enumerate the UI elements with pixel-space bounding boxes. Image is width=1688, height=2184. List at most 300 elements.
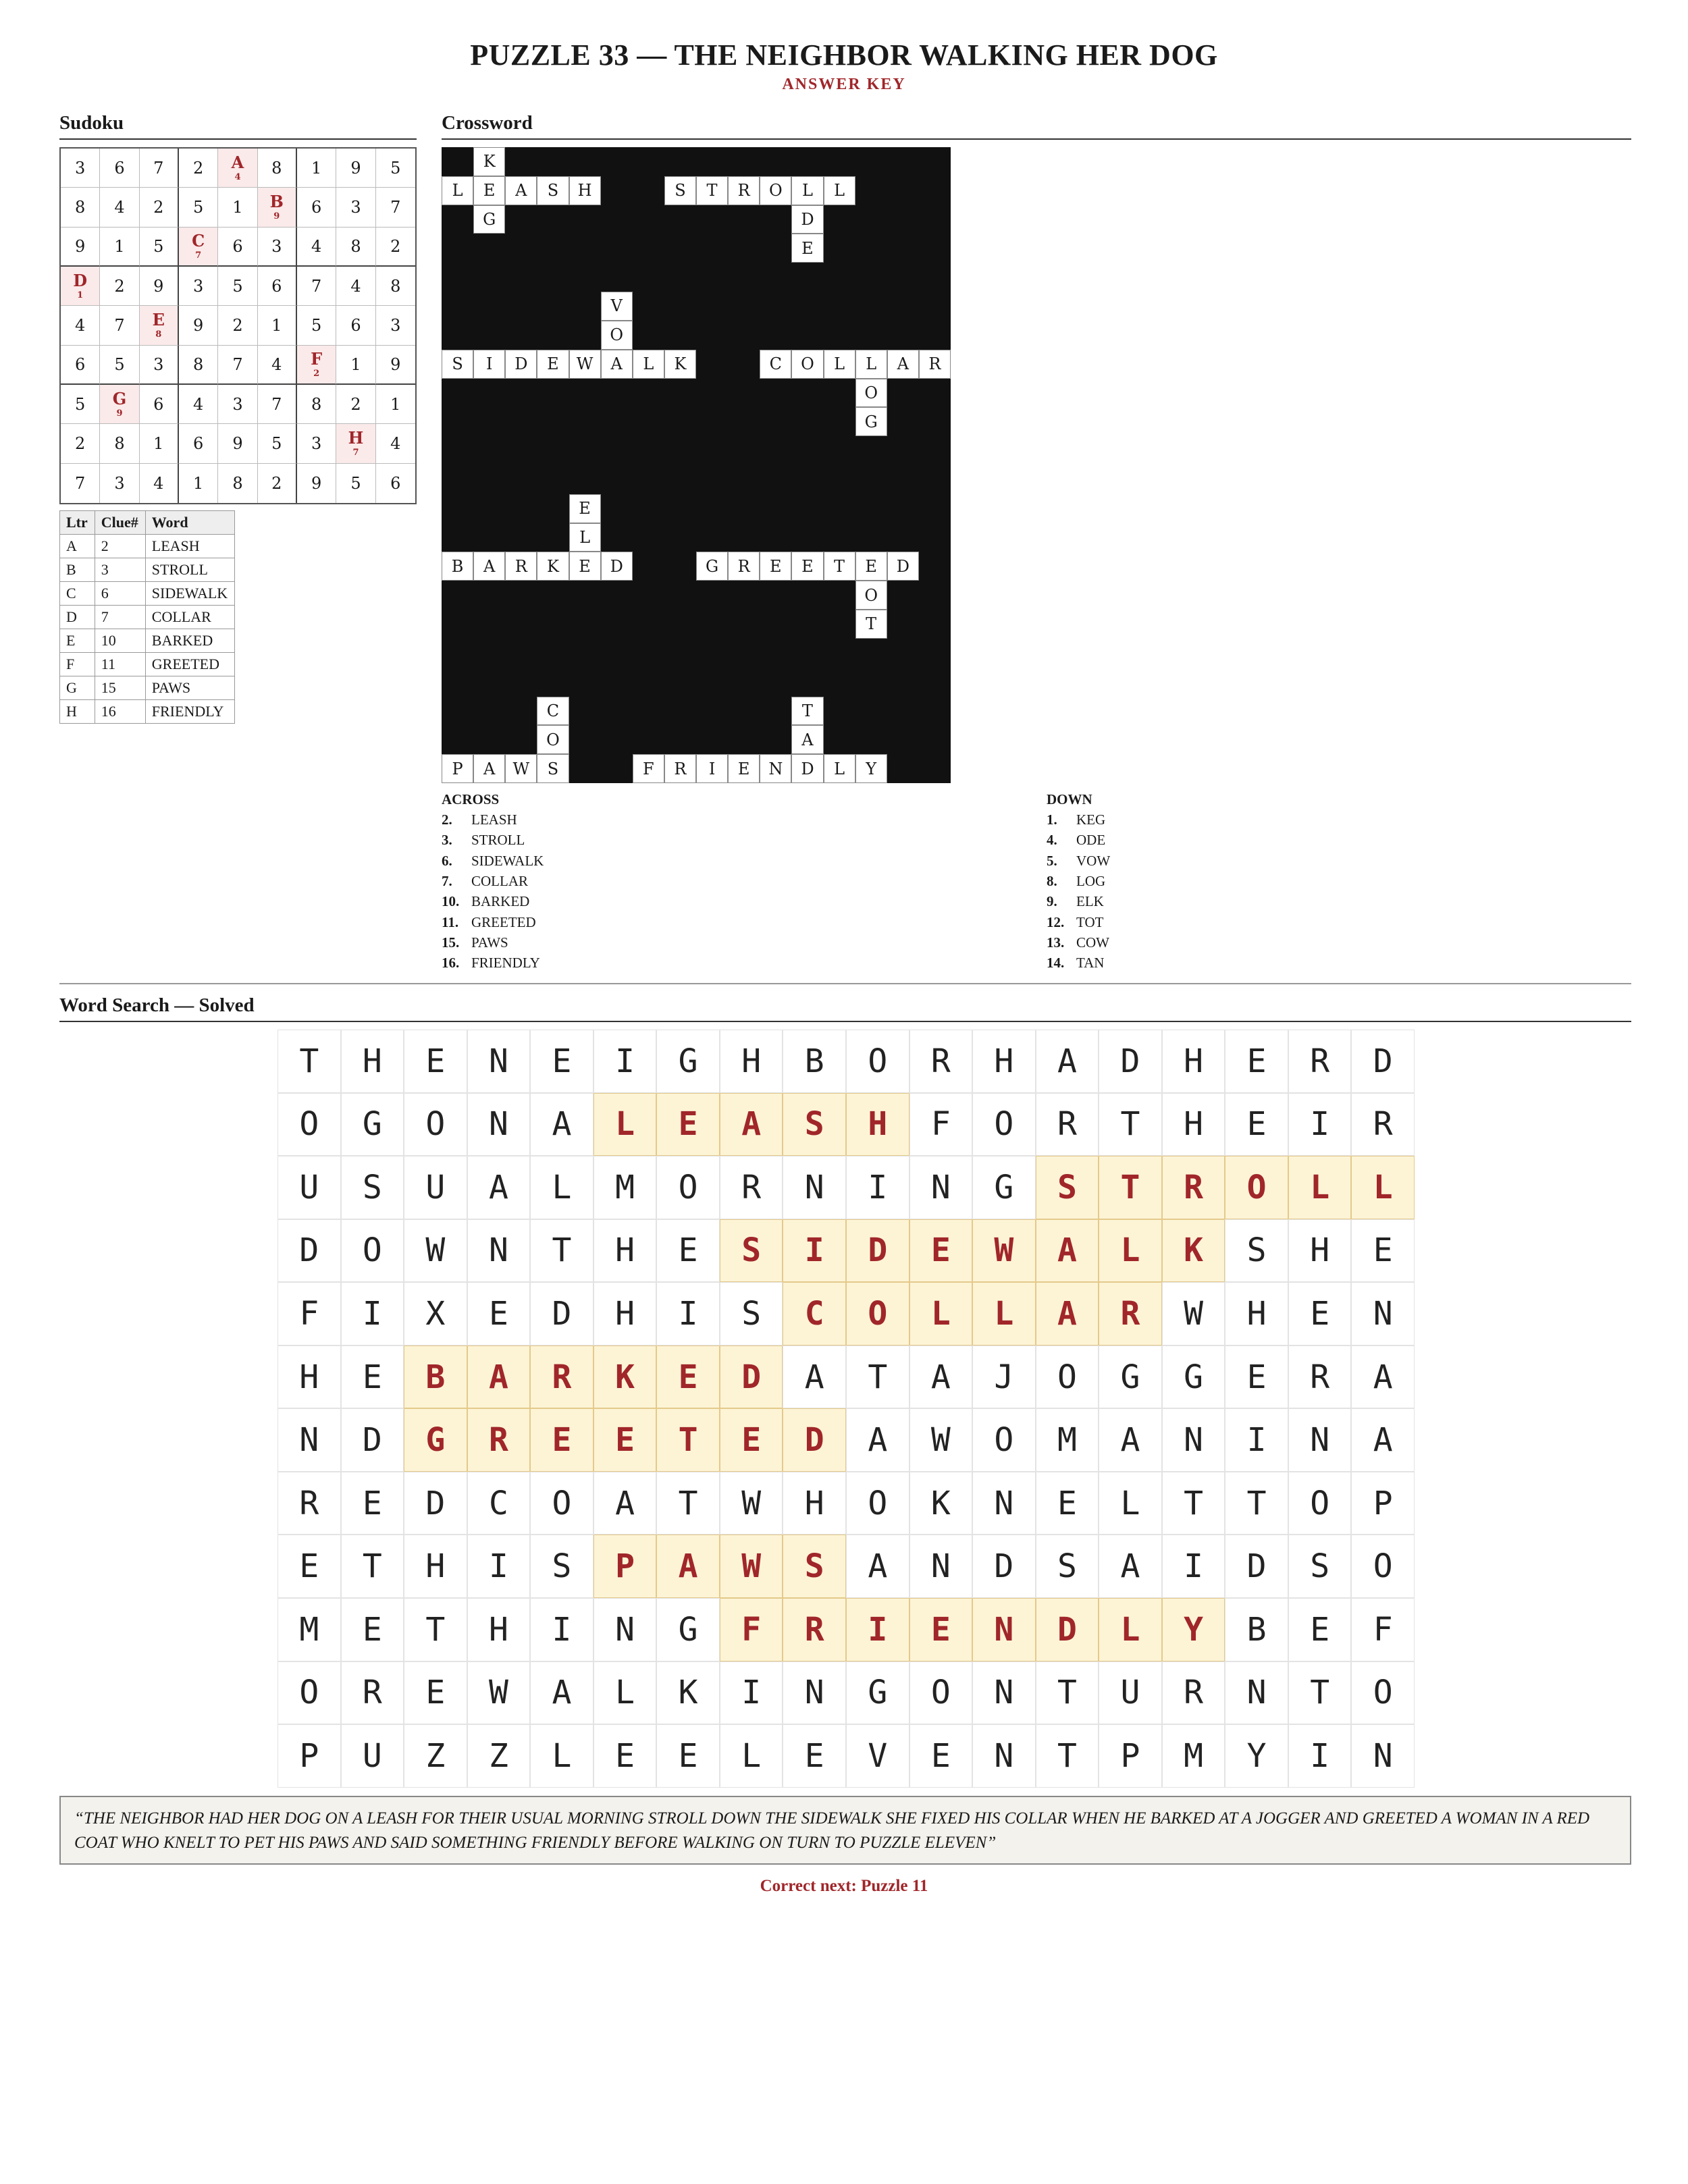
wordsearch-found-cell: E [909, 1219, 973, 1283]
crossword-rule [442, 138, 1631, 140]
sudoku-cell: 1 [140, 424, 179, 463]
wordsearch-cell: K [656, 1661, 720, 1725]
sudoku-cell: 4 [61, 306, 100, 345]
wordsearch-cell: Z [404, 1724, 467, 1788]
sudoku-cell: 8 [218, 464, 257, 503]
wordsearch-cell: R [341, 1661, 404, 1725]
wordsearch-cell: H [278, 1346, 341, 1409]
key-word: PAWS [145, 676, 234, 700]
wordsearch-cell: P [278, 1724, 341, 1788]
sudoku-cell: 9 [297, 464, 336, 503]
sudoku-cell-letter: D [73, 270, 88, 290]
sudoku-cell: 3 [61, 149, 100, 188]
sudoku-cell: 7 [258, 385, 297, 424]
sudoku-cell: 7 [218, 346, 257, 385]
across-clue [442, 853, 544, 870]
crossword-cell: B [442, 552, 473, 581]
wordsearch-cell: D [530, 1282, 594, 1346]
clue-number: 1. [1047, 811, 1057, 828]
wordsearch-cell: N [783, 1661, 846, 1725]
sudoku-cell: 6 [336, 306, 375, 345]
sudoku-cell: 4 [100, 188, 139, 227]
key-clue: 10 [95, 629, 145, 653]
crossword-cell: D [505, 350, 537, 379]
sudoku-cell: 8 [376, 267, 415, 306]
wordsearch-cell: D [278, 1219, 341, 1283]
wordsearch-cell: E [656, 1724, 720, 1788]
wordsearch-cell: E [1225, 1346, 1288, 1409]
wordsearch-cell: A [846, 1535, 909, 1598]
key-header-letter: Ltr [60, 511, 95, 535]
wordsearch-cell: F [278, 1282, 341, 1346]
clue-answer: COLLAR [471, 872, 528, 889]
crossword-cell: A [505, 176, 537, 205]
wordsearch-cell: N [1351, 1282, 1415, 1346]
sudoku-cell: 6 [258, 267, 297, 306]
wordsearch-cell: S [1288, 1535, 1352, 1598]
wordsearch-found-cell: K [1162, 1219, 1225, 1283]
key-clue: 16 [95, 700, 145, 724]
clue-number: 3. [442, 832, 452, 849]
key-letter: H [60, 700, 95, 724]
wordsearch-cell: T [1225, 1472, 1288, 1535]
wordsearch-cell: O [1288, 1472, 1352, 1535]
crossword-cell: E [791, 234, 823, 263]
sudoku-cell: 2 [258, 464, 297, 503]
sudoku-cell: 5 [179, 188, 218, 227]
wordsearch-cell: T [1288, 1661, 1352, 1725]
crossword-cell: L [824, 754, 855, 783]
sudoku-cell: 9 [218, 424, 257, 463]
wordsearch-found-cell: Y [1162, 1598, 1225, 1661]
wordsearch-cell: E [404, 1030, 467, 1093]
sudoku-cell: 6 [100, 149, 139, 188]
down-heading: DOWN [1047, 791, 1092, 807]
clue-number: 16. [442, 955, 460, 971]
wordsearch-cell: N [467, 1093, 531, 1156]
crossword-cell: V [601, 292, 633, 321]
wordsearch-found-cell: A [656, 1535, 720, 1598]
crossword-cell: T [696, 176, 728, 205]
wordsearch-cell: T [1099, 1093, 1162, 1156]
wordsearch-heading: Word Search — Solved [59, 994, 255, 1016]
sudoku-cell: 4 [179, 385, 218, 424]
wordsearch-cell: N [594, 1598, 657, 1661]
clue-number: 13. [1047, 934, 1065, 951]
wordsearch-found-cell: E [530, 1408, 594, 1472]
across-heading: ACROSS [442, 791, 500, 807]
wordsearch-cell: A [1036, 1030, 1099, 1093]
wordsearch-found-cell: F [720, 1598, 783, 1661]
key-row [60, 558, 235, 582]
wordsearch-cell: S [1225, 1219, 1288, 1283]
wordsearch-cell: L [594, 1661, 657, 1725]
wordsearch-cell: N [909, 1535, 973, 1598]
key-letter: F [60, 653, 95, 676]
sudoku-rule [59, 138, 417, 140]
wordsearch-cell: L [720, 1724, 783, 1788]
sudoku-cell: 5 [336, 464, 375, 503]
crossword-cell: A [473, 552, 505, 581]
clue-answer: STROLL [471, 832, 525, 849]
clue-number: 10. [442, 893, 460, 910]
sudoku-heading: Sudoku [59, 112, 124, 134]
sudoku-cell-letter: H [348, 427, 364, 448]
wordsearch-found-cell: E [720, 1408, 783, 1472]
wordsearch-found-cell: E [594, 1408, 657, 1472]
wordsearch-cell: R [1162, 1661, 1225, 1725]
sudoku-cell: 8 [336, 228, 375, 267]
down-clue [1047, 853, 1110, 870]
sudoku-cell: 9 [336, 149, 375, 188]
wordsearch-cell: S [1036, 1535, 1099, 1598]
crossword-cell: A [887, 350, 919, 379]
wordsearch-cell: E [1225, 1093, 1288, 1156]
key-word: SIDEWALK [145, 582, 234, 606]
sudoku-letter-cell [100, 385, 139, 424]
wordsearch-found-cell: I [783, 1219, 846, 1283]
wordsearch-cell: I [720, 1661, 783, 1725]
wordsearch-cell: D [404, 1472, 467, 1535]
sudoku-cell-digit: 2 [313, 368, 320, 379]
wordsearch-found-cell: P [594, 1535, 657, 1598]
wordsearch-cell: M [1162, 1724, 1225, 1788]
wordsearch-cell: A [594, 1472, 657, 1535]
wordsearch-cell: A [783, 1346, 846, 1409]
wordsearch-cell: D [341, 1408, 404, 1472]
sudoku-cell: 5 [376, 149, 415, 188]
wordsearch-cell: H [720, 1030, 783, 1093]
key-clue: 7 [95, 606, 145, 629]
crossword-cell: D [887, 552, 919, 581]
wordsearch-cell: H [1162, 1030, 1225, 1093]
crossword-cell: K [473, 147, 505, 176]
wordsearch-found-cell: I [846, 1598, 909, 1661]
wordsearch-cell: A [467, 1156, 531, 1219]
sudoku-cell: 7 [140, 149, 179, 188]
key-clue: 3 [95, 558, 145, 582]
wordsearch-found-cell: R [530, 1346, 594, 1409]
crossword-cell: L [791, 176, 823, 205]
wordsearch-cell: R [1036, 1093, 1099, 1156]
wordsearch-cell: M [1036, 1408, 1099, 1472]
clue-answer: COW [1076, 934, 1109, 951]
wordsearch-found-cell: L [909, 1282, 973, 1346]
wordsearch-cell: N [467, 1030, 531, 1093]
clue-answer: LOG [1076, 872, 1106, 889]
wordsearch-cell: O [656, 1156, 720, 1219]
wordsearch-cell: R [278, 1472, 341, 1535]
wordsearch-found-cell: L [1099, 1219, 1162, 1283]
key-clue: 6 [95, 582, 145, 606]
wordsearch-cell: T [656, 1472, 720, 1535]
wordsearch-cell: J [972, 1346, 1036, 1409]
crossword-cell: E [569, 552, 601, 581]
clue-number: 11. [442, 913, 459, 930]
crossword-cell: S [537, 176, 569, 205]
wordsearch-cell: K [909, 1472, 973, 1535]
wordsearch-cell: M [594, 1156, 657, 1219]
wordsearch-cell: I [341, 1282, 404, 1346]
wordsearch-cell: P [1351, 1472, 1415, 1535]
sudoku-cell: 9 [376, 346, 415, 385]
sudoku-cell: 2 [61, 424, 100, 463]
crossword-cell: G [855, 407, 887, 436]
clue-number: 8. [1047, 872, 1057, 889]
wordsearch-cell: T [1162, 1472, 1225, 1535]
wordsearch-cell: I [1162, 1535, 1225, 1598]
crossword-cell: S [537, 754, 569, 783]
wordsearch-cell: N [1351, 1724, 1415, 1788]
sudoku-cell: 6 [179, 424, 218, 463]
wordsearch-cell: B [783, 1030, 846, 1093]
sudoku-cell: 9 [140, 267, 179, 306]
wordsearch-cell: V [846, 1724, 909, 1788]
clue-answer: TOT [1076, 913, 1104, 930]
sudoku-cell-digit: 8 [155, 329, 162, 340]
letter-key-table [59, 510, 235, 724]
sudoku-cell: 1 [258, 306, 297, 345]
wordsearch-found-cell: C [783, 1282, 846, 1346]
wordsearch-found-cell: R [1099, 1282, 1162, 1346]
sudoku-cell: 7 [376, 188, 415, 227]
down-clue [1047, 934, 1109, 951]
crossword-cell: A [473, 754, 505, 783]
sudoku-cell: 2 [376, 228, 415, 267]
crossword-cell: O [601, 321, 633, 350]
wordsearch-cell: N [467, 1219, 531, 1283]
clue-number: 12. [1047, 913, 1065, 930]
sudoku-cell: 1 [336, 346, 375, 385]
key-header-word: Word [145, 511, 234, 535]
wordsearch-cell: E [1036, 1472, 1099, 1535]
wordsearch-cell: T [530, 1219, 594, 1283]
wordsearch-found-cell: E [656, 1093, 720, 1156]
down-clue [1047, 955, 1104, 971]
wordsearch-cell: A [530, 1661, 594, 1725]
clue-answer: LEASH [471, 811, 517, 828]
wordsearch-cell: U [404, 1156, 467, 1219]
wordsearch-found-cell: T [656, 1408, 720, 1472]
key-word: FRIENDLY [145, 700, 234, 724]
wordsearch-cell: I [530, 1598, 594, 1661]
wordsearch-found-cell: O [846, 1282, 909, 1346]
wordsearch-cell: D [1225, 1535, 1288, 1598]
crossword-cell: N [760, 754, 791, 783]
sudoku-cell-letter: B [269, 191, 284, 211]
wordsearch-cell: A [530, 1093, 594, 1156]
crossword-cell: L [824, 176, 855, 205]
wordsearch-found-cell: L [972, 1282, 1036, 1346]
sudoku-cell: 4 [336, 267, 375, 306]
wordsearch-found-cell: L [1288, 1156, 1352, 1219]
sudoku-cell: 6 [140, 385, 179, 424]
wordsearch-cell: R [1351, 1093, 1415, 1156]
wordsearch-cell: T [341, 1535, 404, 1598]
clue-answer: KEG [1076, 811, 1106, 828]
wordsearch-cell: R [720, 1156, 783, 1219]
key-letter: E [60, 629, 95, 653]
across-clue [442, 934, 508, 951]
key-row [60, 653, 235, 676]
key-word: BARKED [145, 629, 234, 653]
sudoku-cell: 2 [218, 306, 257, 345]
down-clue [1047, 832, 1105, 849]
clue-number: 4. [1047, 832, 1057, 849]
wordsearch-found-cell: K [594, 1346, 657, 1409]
crossword-cell: G [473, 205, 505, 234]
wordsearch-cell: O [909, 1661, 973, 1725]
wordsearch-cell: H [1288, 1219, 1352, 1283]
wordsearch-found-cell: N [972, 1598, 1036, 1661]
next-puzzle-note: Correct next: Puzzle 11 [760, 1877, 928, 1895]
clue-answer: FRIENDLY [471, 955, 540, 971]
wordsearch-cell: D [1099, 1030, 1162, 1093]
clue-number: 15. [442, 934, 460, 951]
wordsearch-grid [278, 1030, 1415, 1788]
wordsearch-cell: I [467, 1535, 531, 1598]
sudoku-cell-letter: F [311, 348, 323, 369]
across-clue [442, 832, 525, 849]
key-letter: A [60, 535, 95, 558]
wordsearch-found-cell: W [972, 1219, 1036, 1283]
wordsearch-cell: O [1351, 1661, 1415, 1725]
clue-answer: ODE [1076, 832, 1106, 849]
wordsearch-cell: U [278, 1156, 341, 1219]
sudoku-cell: 2 [179, 149, 218, 188]
sudoku-cell: 7 [297, 267, 336, 306]
wordsearch-found-cell: E [656, 1346, 720, 1409]
crossword-cell: T [855, 610, 887, 639]
sudoku-cell: 7 [100, 306, 139, 345]
wordsearch-cell: N [972, 1661, 1036, 1725]
wordsearch-cell: E [341, 1346, 404, 1409]
sudoku-cell: 8 [258, 149, 297, 188]
down-clue [1047, 893, 1104, 910]
sudoku-cell: 1 [376, 385, 415, 424]
crossword-cell: E [473, 176, 505, 205]
wordsearch-found-cell: D [1036, 1598, 1099, 1661]
crossword-cell: E [728, 754, 760, 783]
key-row [60, 535, 235, 558]
wordsearch-cell: T [846, 1346, 909, 1409]
sudoku-cell-digit: 7 [195, 250, 202, 261]
sudoku-cell: 6 [61, 346, 100, 385]
key-clue: 11 [95, 653, 145, 676]
sudoku-cell: 9 [179, 306, 218, 345]
key-header-clue: Clue# [95, 511, 145, 535]
sudoku-cell: 9 [61, 228, 100, 267]
wordsearch-cell: E [467, 1282, 531, 1346]
wordsearch-cell: O [846, 1472, 909, 1535]
crossword-cell: T [824, 552, 855, 581]
wordsearch-cell: O [972, 1093, 1036, 1156]
wordsearch-cell: E [278, 1535, 341, 1598]
wordsearch-cell: T [1036, 1724, 1099, 1788]
wordsearch-found-cell: H [846, 1093, 909, 1156]
sudoku-cell: 1 [179, 464, 218, 503]
wordsearch-cell: O [1036, 1346, 1099, 1409]
key-row [60, 629, 235, 653]
sudoku-cell: 2 [100, 267, 139, 306]
wordsearch-cell: I [1288, 1724, 1352, 1788]
wordsearch-cell: I [1225, 1408, 1288, 1472]
sudoku-cell: 1 [218, 188, 257, 227]
wordsearch-found-cell: R [467, 1408, 531, 1472]
wordsearch-cell: D [972, 1535, 1036, 1598]
clue-answer: BARKED [471, 893, 530, 910]
wordsearch-cell: I [1288, 1093, 1352, 1156]
wordsearch-cell: E [1225, 1030, 1288, 1093]
wordsearch-cell: W [909, 1408, 973, 1472]
key-letter: C [60, 582, 95, 606]
crossword-cell: L [569, 523, 601, 552]
wordsearch-cell: D [1351, 1030, 1415, 1093]
wordsearch-found-cell: S [783, 1093, 846, 1156]
wordsearch-cell: I [656, 1282, 720, 1346]
across-clue [442, 873, 528, 890]
sudoku-cell: 7 [61, 464, 100, 503]
wordsearch-cell: T [278, 1030, 341, 1093]
key-row [60, 700, 235, 724]
sudoku-cell: 3 [258, 228, 297, 267]
wordsearch-cell: H [1225, 1282, 1288, 1346]
wordsearch-cell: L [530, 1156, 594, 1219]
sudoku-cell: 3 [297, 424, 336, 463]
sudoku-cell-letter: G [112, 388, 127, 408]
wordsearch-cell: N [972, 1472, 1036, 1535]
sudoku-cell: 5 [140, 228, 179, 267]
crossword-cell: E [537, 350, 569, 379]
wordsearch-cell: T [1036, 1661, 1099, 1725]
crossword-cell: E [569, 494, 601, 523]
section-divider [59, 983, 1631, 984]
sudoku-cell-digit: 9 [116, 408, 123, 419]
wordsearch-found-cell: A [1036, 1282, 1099, 1346]
wordsearch-found-cell: B [404, 1346, 467, 1409]
wordsearch-cell: H [467, 1598, 531, 1661]
wordsearch-cell: G [1162, 1346, 1225, 1409]
clue-answer: ELK [1076, 893, 1104, 910]
wordsearch-cell: L [530, 1724, 594, 1788]
clue-number: 5. [1047, 852, 1057, 869]
sudoku-cell: 3 [140, 346, 179, 385]
wordsearch-cell: E [1288, 1598, 1352, 1661]
key-row [60, 606, 235, 629]
sudoku-letter-cell [179, 228, 218, 267]
crossword-cell: T [791, 697, 823, 726]
sudoku-cell: 4 [297, 228, 336, 267]
wordsearch-cell: G [972, 1156, 1036, 1219]
sudoku-cell: 2 [336, 385, 375, 424]
clue-answer: PAWS [471, 934, 508, 951]
wordsearch-cell: R [909, 1030, 973, 1093]
wordsearch-found-cell: G [404, 1408, 467, 1472]
hidden-message-quote: “THE NEIGHBOR HAD HER DOG ON A LEASH FOR THEIR USUAL MORNING STROLL DOWN THE SIDEWALK SHE FIXED HIS COLLAR WHEN HE BARKED AT A JOGGER AND GREETED A WOMAN IN A RED COAT WHO KNELT TO PET HIS PAWS AND SAID SOMETHING FRIENDLY BEFORE WALKING ON TURN TO PUZZLE ELEVEN” [59, 1796, 1631, 1865]
sudoku-cell: 3 [376, 306, 415, 345]
wordsearch-cell: N [1225, 1661, 1288, 1725]
sudoku-cell: 5 [100, 346, 139, 385]
clue-number: 2. [442, 811, 452, 828]
wordsearch-cell: W [1162, 1282, 1225, 1346]
key-row [60, 676, 235, 700]
sudoku-letter-cell [336, 424, 375, 463]
key-word: COLLAR [145, 606, 234, 629]
wordsearch-cell: Z [467, 1724, 531, 1788]
key-letter: G [60, 676, 95, 700]
wordsearch-cell: O [278, 1661, 341, 1725]
sudoku-cell-letter: E [152, 309, 165, 329]
